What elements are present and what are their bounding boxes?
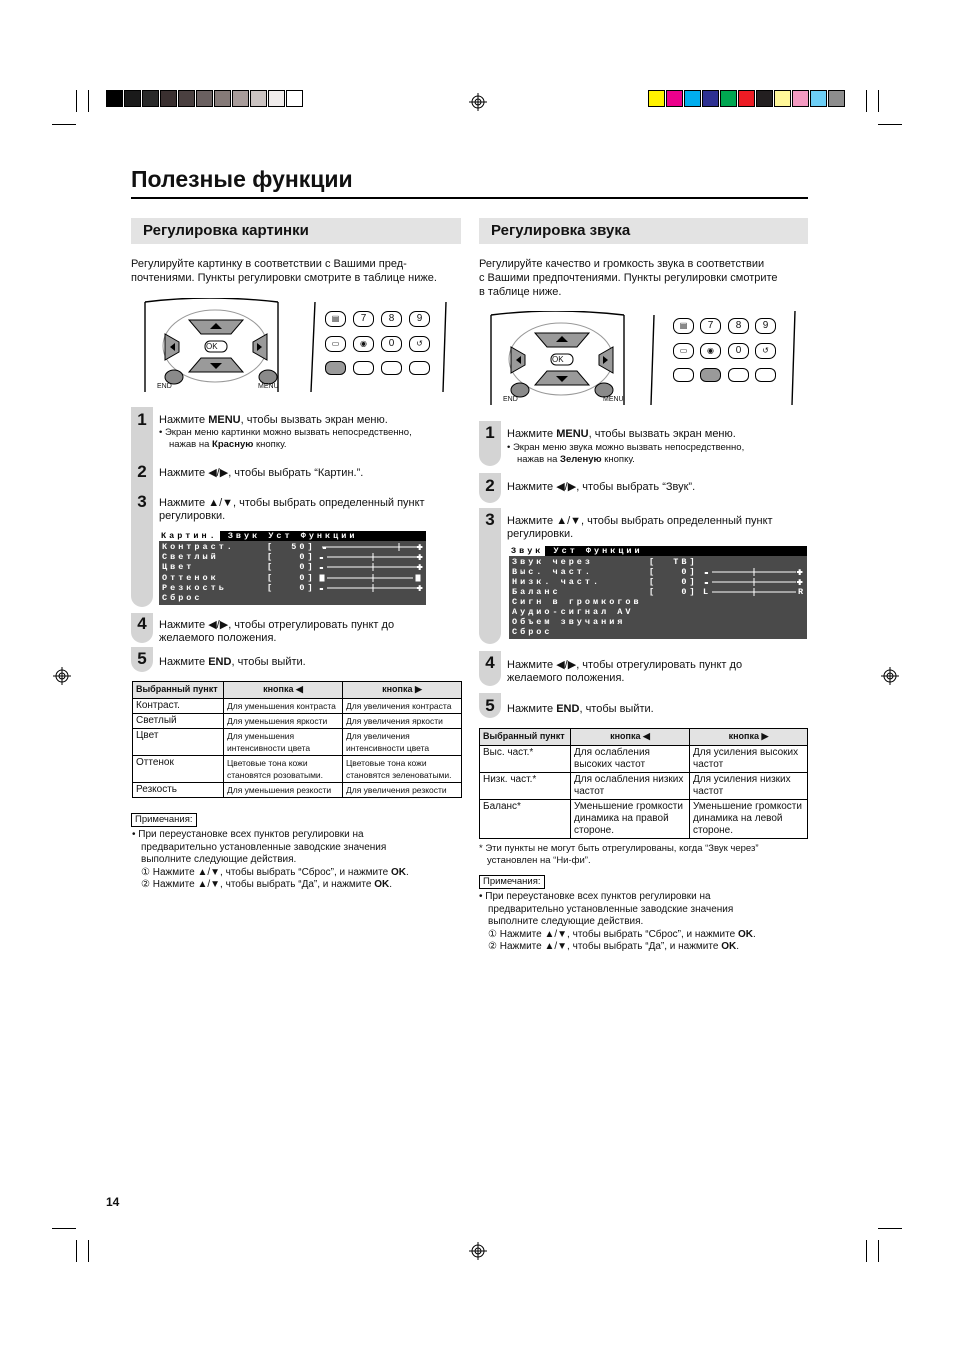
color-swatch — [792, 90, 809, 107]
step-number: 1 — [485, 423, 495, 442]
key-0: 0 — [381, 336, 402, 352]
svg-text:-: - — [704, 569, 712, 578]
gray-swatch — [196, 90, 213, 107]
osd-row-value: [ 0] — [267, 552, 316, 562]
table-header: кнопка ▶ — [343, 682, 462, 699]
osd-row-label: Звук через — [512, 557, 594, 567]
menu-button-label: MENU — [258, 383, 279, 390]
notes-label: Примечания: — [479, 875, 545, 889]
osd-tabs-rest: Уст Функции — [553, 546, 643, 556]
osd-row-label: Низк. част. — [512, 577, 602, 587]
gray-swatch — [250, 90, 267, 107]
gray-swatch — [142, 90, 159, 107]
osd-row-label: Баланс — [512, 587, 561, 597]
balance-right-label: R — [798, 587, 804, 597]
svg-text:-: - — [322, 544, 330, 553]
ok-button-label: OK — [206, 342, 218, 351]
color-swatch — [738, 90, 755, 107]
svg-text:-: - — [319, 554, 327, 563]
picture-intro-line: Регулируйте картинку в соответствии с Вашими пред- — [131, 258, 407, 270]
step-number: 2 — [485, 476, 495, 495]
svg-text:+: + — [417, 543, 425, 553]
color-swatch — [828, 90, 845, 107]
red-key-icon — [673, 368, 694, 382]
ok-button-label: OK — [552, 355, 564, 364]
osd-row-value: [ 0] — [649, 567, 698, 577]
step-text: Нажмите ▲/▼, чтобы выбрать определенный пункт регулировки. — [507, 515, 773, 540]
svg-text:+: + — [797, 578, 806, 588]
osd-row-label: Оттенок — [162, 573, 219, 583]
table-header: Выбранный пункт — [133, 682, 224, 699]
sound-intro-line: в таблице ниже. — [479, 286, 562, 298]
step-number: 2 — [137, 462, 147, 481]
picture-notes: • При переустановке всех пунктов регулировки на предварительно установленные заводские значения выполните следующие действия. ① Нажмите ▲/▼, чтобы выбрать “Сброс”, и нажмите OK. ② Нажмите ▲/▼, чтобы выбрать “Да”, и нажмите OK. — [132, 829, 409, 890]
table-row: Цвет Для уменьшения интенсивности цвета Для увеличения интенсивности цвета — [133, 729, 462, 756]
yellow-key-icon — [381, 361, 402, 375]
sound-notes: • При переустановке всех пунктов регулировки на предварительно установленные заводские значения выполните следующие действия. ① Нажмите ▲/▼, чтобы выбрать “Сброс”, и нажмите OK. ② Нажмите ▲/▼, чтобы выбрать “Да”, и нажмите OK. — [479, 891, 756, 952]
picture-adjust-table — [132, 681, 462, 798]
registration-mark-icon — [469, 1242, 487, 1260]
picture-section-heading: Регулировка картинки — [131, 218, 461, 244]
title-rule — [131, 197, 808, 199]
step-text: Нажмите MENU, чтобы вызвать экран меню. — [507, 428, 736, 440]
svg-text:+: + — [417, 563, 425, 573]
step-bullet: • Экран меню звука можно вызвать непосредственно, нажав на Зеленую кнопку. — [507, 442, 745, 465]
registration-mark-icon — [53, 667, 71, 685]
gray-swatch — [178, 90, 195, 107]
page-number: 14 — [106, 1195, 120, 1209]
color-swatch — [684, 90, 701, 107]
blue-key-icon — [755, 368, 776, 382]
sound-intro — [479, 257, 814, 299]
picture-intro — [131, 257, 466, 285]
osd-row-value: [ 0] — [649, 587, 698, 597]
key-7: 7 — [700, 318, 721, 334]
step-text: Нажмите ◀/▶, чтобы отрегулировать пункт до желаемого положения. — [159, 619, 395, 644]
color-swatch — [756, 90, 773, 107]
sound-adjust-table — [479, 728, 808, 839]
color-swatch — [810, 90, 827, 107]
table-row: Баланс* Уменьшение громкости динамика на правой стороне. Уменьшение громкости динамика на левой стороне. — [480, 800, 808, 839]
step-text: Нажмите END, чтобы выйти. — [507, 703, 654, 715]
sound-menu-osd — [509, 546, 807, 639]
key-8: 8 — [381, 311, 402, 327]
svg-text:-: - — [704, 579, 712, 588]
sound-section-heading: Регулировка звука — [479, 218, 808, 244]
osd-tab-selected: Картин. — [161, 531, 218, 541]
osd-slider-bars — [704, 566, 806, 600]
return-key-icon: ↺ — [755, 343, 776, 359]
remote-illustration — [143, 298, 453, 394]
osd-row-value: [ 0] — [267, 562, 316, 572]
notes-label: Примечания: — [131, 813, 197, 827]
step-text: Нажмите ◀/▶, чтобы выбрать “Картин.”. — [159, 467, 364, 479]
return-key-icon: ↺ — [409, 336, 430, 352]
svg-text:+: + — [417, 553, 425, 563]
page-title: Полезные функции — [131, 166, 353, 192]
menu-button-label: MENU — [603, 396, 624, 403]
gray-swatch — [286, 90, 303, 107]
osd-row-label: Сигн в громкогов — [512, 597, 642, 607]
osd-tabs-rest: Звук Уст Функции — [227, 531, 358, 541]
end-button-label: END — [503, 396, 518, 403]
color-swatch — [648, 90, 665, 107]
osd-row-value: [ 50] — [267, 542, 316, 552]
table-row: Выс. част.* Для ослабления высоких частот Для усиления высоких частот — [480, 746, 808, 773]
registration-mark-icon — [881, 667, 899, 685]
end-button-label: END — [157, 383, 172, 390]
picture-intro-line: почтениями. Пункты регулировки смотрите в таблице ниже. — [131, 272, 437, 284]
svg-text:+: + — [417, 584, 425, 594]
subpage-key-icon: ▭ — [325, 336, 346, 352]
hold-key-icon: ◉ — [700, 343, 721, 359]
osd-row-label: Выс. част. — [512, 567, 594, 577]
gray-swatch — [124, 90, 141, 107]
osd-row-label: Резкость — [162, 583, 227, 593]
picture-menu-osd — [159, 531, 426, 605]
table-header: кнопка ▶ — [690, 729, 808, 746]
key-7: 7 — [353, 311, 374, 327]
color-swatch — [720, 90, 737, 107]
key-8: 8 — [728, 318, 749, 334]
gray-swatch — [268, 90, 285, 107]
step-number: 1 — [137, 410, 147, 429]
table-header: кнопка ◀ — [224, 682, 343, 699]
osd-row-value: [ 0] — [649, 577, 698, 587]
osd-row-label: Цвет — [162, 562, 195, 572]
green-key-icon — [700, 368, 721, 382]
svg-text:-: - — [319, 564, 327, 573]
step-number: 4 — [137, 614, 147, 633]
svg-text:-: - — [319, 585, 327, 594]
step-number: 5 — [137, 649, 147, 668]
table-row: Низк. част.* Для ослабления низких частот Для усиления низких частот — [480, 773, 808, 800]
gray-swatch — [106, 90, 123, 107]
osd-row-value: [ 0] — [267, 573, 316, 583]
subpage-key-icon: ▭ — [673, 343, 694, 359]
step-number: 3 — [137, 492, 147, 511]
osd-row-value: [ 0] — [267, 583, 316, 593]
osd-slider-bars — [319, 541, 425, 595]
osd-row-label: Сброс — [162, 593, 203, 603]
table-header: Выбранный пункт — [480, 729, 571, 746]
sound-intro-line: Регулируйте качество и громкость звука в соответствии — [479, 258, 765, 270]
remote-illustration — [489, 311, 799, 407]
green-key-icon — [353, 361, 374, 375]
text-mode-key-icon: ▤ — [325, 311, 346, 327]
step-text: Нажмите ◀/▶, чтобы отрегулировать пункт до желаемого положения. — [507, 659, 743, 684]
step-text: Нажмите END, чтобы выйти. — [159, 656, 306, 668]
blue-key-icon — [409, 361, 430, 375]
osd-tabs — [509, 546, 807, 556]
sound-intro-line: с Вашими предпочтениями. Пункты регулировки смотрите — [479, 272, 778, 284]
osd-row-label: Светлый — [162, 552, 219, 562]
table-row: Резкость Для уменьшения резкости Для увеличения резкости — [133, 783, 462, 798]
osd-row-value: [ ТВ] — [649, 557, 698, 567]
step-bullet: • Экран меню картинки можно вызвать непосредственно, нажав на Красную кнопку. — [159, 427, 412, 450]
step-text: Нажмите ▲/▼, чтобы выбрать определенный пункт регулировки. — [159, 497, 425, 522]
color-swatch — [702, 90, 719, 107]
red-key-icon — [325, 361, 346, 375]
step-number: 5 — [485, 696, 495, 715]
yellow-key-icon — [728, 368, 749, 382]
osd-row-label: Контраст. — [162, 542, 235, 552]
color-swatch — [774, 90, 791, 107]
table-row: Оттенок Цветовые тона кожи становятся розоватыми. Цветовые тона кожи становятся зеленоватыми. — [133, 756, 462, 783]
sound-footnote: * Эти пункты не могут быть отрегулированы, когда “Звук через” установлен на “Ни-фи”. — [479, 843, 759, 866]
osd-tab-selected: Звук — [511, 546, 544, 556]
osd-row-label: Сброс — [512, 627, 553, 637]
table-row: Светлый Для уменьшения яркости Для увеличения яркости — [133, 714, 462, 729]
gray-swatch — [232, 90, 249, 107]
gray-swatch — [160, 90, 177, 107]
color-swatch — [666, 90, 683, 107]
key-0: 0 — [728, 343, 749, 359]
table-header: кнопка ◀ — [571, 729, 690, 746]
step-number: 4 — [485, 653, 495, 672]
balance-left-label: L — [703, 587, 709, 597]
step-text: Нажмите MENU, чтобы вызвать экран меню. — [159, 414, 388, 426]
registration-mark-icon — [469, 93, 487, 111]
key-9: 9 — [755, 318, 776, 334]
hold-key-icon: ◉ — [353, 336, 374, 352]
step-text: Нажмите ◀/▶, чтобы выбрать “Звук”. — [507, 481, 696, 493]
osd-row-label: Объем звучания — [512, 617, 626, 627]
osd-tabs — [159, 531, 426, 541]
step-number: 3 — [485, 510, 495, 529]
table-row: Контраст. Для уменьшения контраста Для увеличения контраста — [133, 699, 462, 714]
text-mode-key-icon: ▤ — [673, 318, 694, 334]
gray-swatch — [214, 90, 231, 107]
osd-row-label: Аудио-сигнал AV — [512, 607, 634, 617]
svg-text:+: + — [797, 568, 806, 578]
key-9: 9 — [409, 311, 430, 327]
